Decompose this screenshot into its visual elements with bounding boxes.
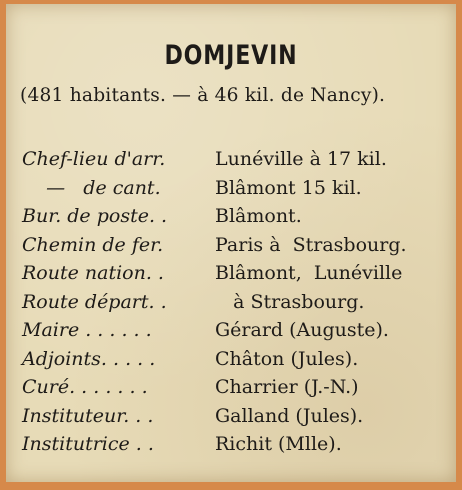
list-item [6, 177, 456, 206]
row-label: Chef-lieu d'arr. [22, 148, 166, 170]
row-label: Maire . . . . . . [22, 319, 152, 341]
row-label: Instituteur. . . [22, 404, 154, 427]
list-item [6, 291, 456, 320]
list-item [6, 348, 456, 377]
row-value: Gérard (Auguste). [215, 319, 389, 341]
list-item [6, 405, 456, 434]
row-value: Blâmont. [215, 205, 302, 227]
page-subtitle: (481 habitants. — à 46 kil. de Nancy). [20, 84, 386, 106]
list-item [6, 148, 456, 177]
row-value: Lunéville à 17 kil. [215, 148, 387, 170]
row-label: Bur. de poste. . [22, 205, 168, 227]
info-list [6, 148, 456, 462]
row-value: Richit (Mlle). [215, 433, 342, 455]
row-value: Charrier (J.-N.) [215, 376, 359, 398]
row-value: Paris à Strasbourg. [215, 233, 407, 256]
list-item [6, 433, 456, 462]
row-label: Route nation. . [22, 262, 164, 284]
row-value: à Strasbourg. [215, 290, 365, 313]
row-value: Blâmont 15 kil. [215, 176, 362, 199]
row-label: Chemin de fer. [22, 233, 164, 256]
list-item [6, 234, 456, 263]
row-value: Blâmont, Lunéville [215, 262, 403, 284]
row-label: Route départ. . [22, 290, 167, 313]
row-label: Curé. . . . . . . [22, 376, 148, 398]
row-label: Institutrice . . [22, 433, 154, 455]
row-label: — de cant. [22, 176, 161, 199]
list-item [6, 319, 456, 348]
row-value: Châton (Jules). [215, 347, 359, 370]
document-page [6, 4, 456, 482]
row-label: Adjoints. . . . . [22, 347, 156, 370]
page-title: DOMJEVIN [164, 40, 298, 71]
list-item [6, 205, 456, 234]
row-value: Galland (Jules). [215, 404, 364, 427]
list-item [6, 376, 456, 405]
list-item [6, 262, 456, 291]
